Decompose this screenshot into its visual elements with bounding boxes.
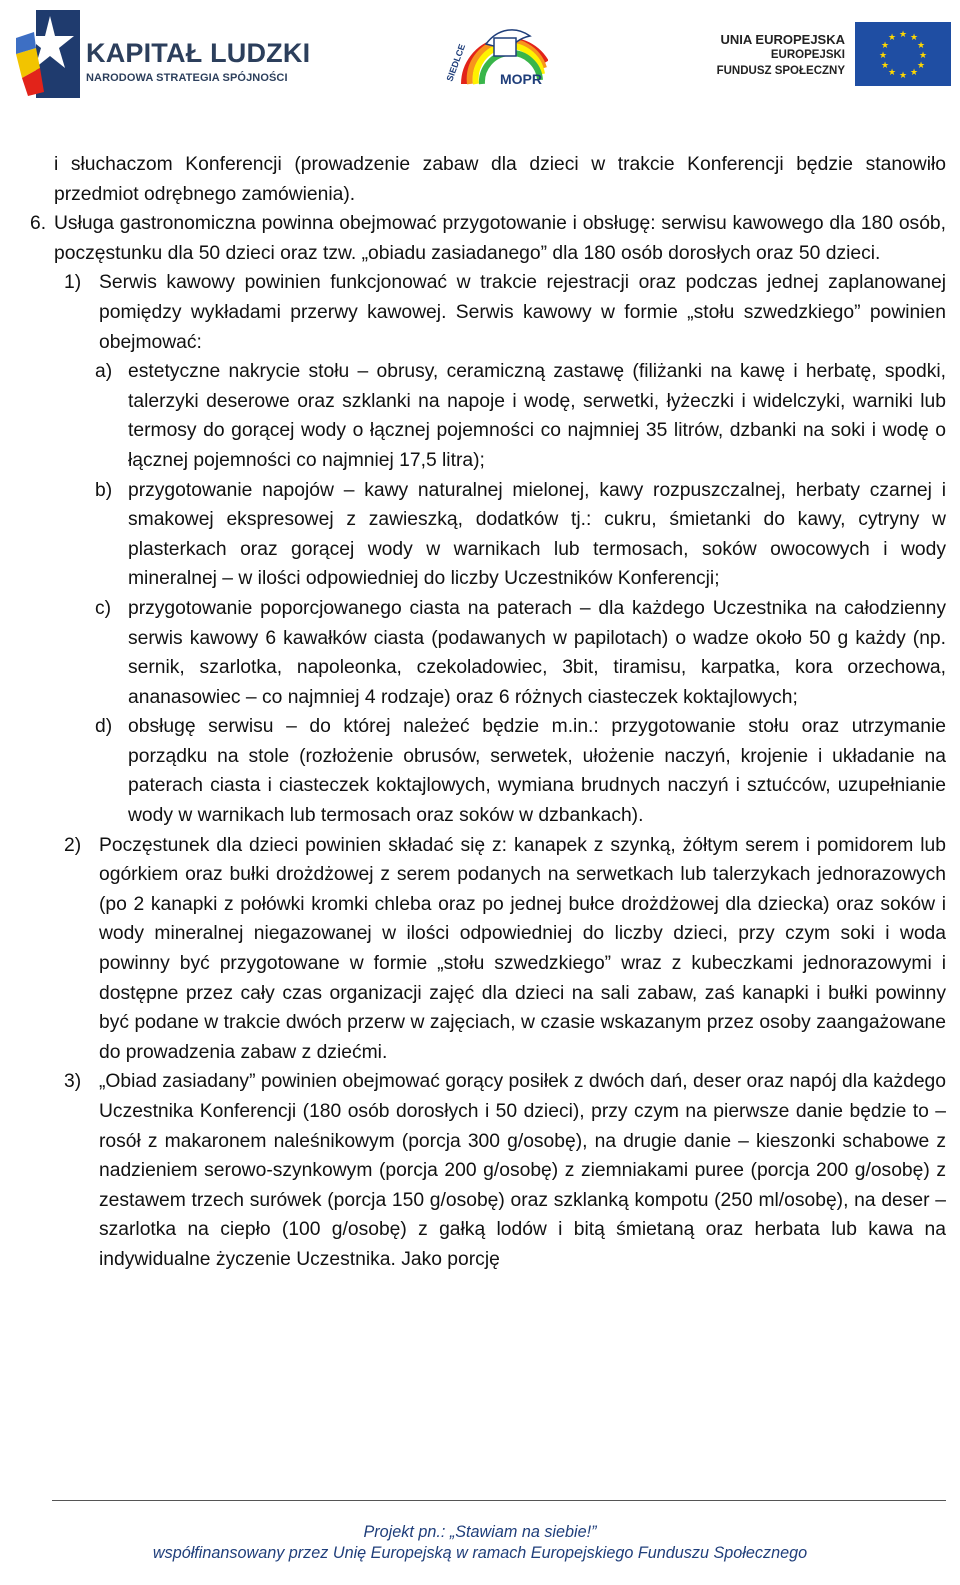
page-header	[0, 0, 960, 110]
svg-text:★: ★	[916, 61, 926, 71]
item-letter: c)	[95, 597, 112, 619]
list-item-6	[30, 209, 946, 268]
svg-text:★: ★	[880, 41, 890, 51]
item-text: przygotowanie poporcjowanego ciasta na paterach – dla każdego Uczestnika na całodzienny serwis kawowy 6 kawałków ciasta (podawanych w papilotach) o wadze około 50 g każdy (np. sernik, szarlotka, napoleonka, czekoladowiec, 3bit, tiramisu, karpatka, kora orzechowa, ananasowiec – co najmniej 4 rodzaje) oraz 6 różnych ciasteczek koktajlowych;	[128, 597, 946, 708]
mopr-text: MOPR	[500, 71, 542, 87]
item-letter: a)	[95, 361, 113, 383]
kapital-ludzki-star-icon	[14, 8, 84, 100]
item-number: 3)	[64, 1071, 82, 1093]
svg-text:★: ★	[898, 30, 908, 40]
kapital-ludzki-logo	[14, 8, 311, 100]
item-number: 1)	[64, 272, 82, 294]
mopr-siedlce-logo	[446, 22, 548, 88]
svg-text:★: ★	[909, 68, 919, 78]
svg-text:★: ★	[878, 51, 888, 61]
item-text: Poczęstunek dla dzieci powinien składać się z: kanapek z szynką, żółtym serem i pomidorem lub ogórkiem oraz bułki drożdżowej z serem podanych na serwetkach lub talerzykach jednorazowych (po 2 kanapki z połówki kromki chleba oraz po jednej bułce drożdżowej dla dziecka) oraz soków i wody mineralnej niegazowanej w ilości odpowiedniej do liczby dzieci, przy czym soki i woda powinny być przygotowane w formie „stołu szwedzkiego” wraz z kubeczkami jednorazowymi i dostępne przez cały czas organizacji zajęć dla dzieci na sali zabaw, zaś kanapki i bułki powinny być podane w trakcie dwóch przerw w zajęciach, w czasie wskazanym przez osoby zaangażowane do prowadzenia zabaw z dziećmi.	[99, 834, 946, 1063]
page-footer	[0, 1522, 960, 1564]
intro-paragraph: i słuchaczom Konferencji (prowadzenie zabaw dla dzieci w trakcie Konferencji będzie stanowiło przedmiot odrębnego zamówienia).	[54, 154, 946, 205]
sub-item-1a	[95, 357, 946, 475]
item-text: obsługę serwisu – do której należeć będzie m.in.: przygotowanie stołu oraz utrzymanie porządku na stole (rozłożenie obrusów, serwetek, ułożenie naczyń, krojenie i układanie na paterach ciasta i ciasteczek koktajlowych, wymiana brudnych naczyń i sztućców, uzupełnianie wody w warnikach lub termosach oraz soków w dzbankach).	[128, 716, 946, 827]
ue-line2: EUROPEJSKI	[770, 49, 845, 61]
sub-item-1	[64, 268, 946, 357]
item-text: przygotowanie napojów – kawy naturalnej mielonej, kawy rozpuszczalnej, herbaty czarnej i smakowej ekspresowej z zawieszką, dodatków tj.: cukru, śmietanki do kawy, cytryny w plasterkach oraz gorącej wody w warnikach lub termosach, soków owocowych i wody mineralnej – w ilości odpowiedniej do liczby Uczestników Konferencji;	[128, 479, 946, 590]
footer-divider	[52, 1500, 946, 1501]
sub-item-2	[64, 831, 946, 1068]
item-text: Serwis kawowy powinien funkcjonować w trakcie rejestracji oraz podczas jednej zaplanowanej pomiędzy wykładami przerwy kawowej. Serwis kawowy w formie „stołu szwedzkiego” powinien obejmować:	[99, 272, 946, 353]
ue-line1: UNIA EUROPEJSKA	[720, 32, 845, 47]
svg-text:★: ★	[898, 71, 908, 81]
sub-item-1c	[95, 594, 946, 712]
item-text: estetyczne nakrycie stołu – obrusy, ceramiczną zastawę (filiżanki na kawę i herbatę, spodki, talerzyki deserowe oraz szklanki na napoje i wodę, serwetki, łyżeczki i widelczyki, warniki lub termosy do gorącej wody o łącznej pojemności co najmniej 35 litrów, dzbanki na soki i wodę o łącznej pojemności co najmniej 17,5 litra);	[128, 361, 946, 471]
svg-text:★: ★	[916, 41, 926, 51]
item-number: 6.	[30, 213, 47, 235]
svg-text:★: ★	[880, 61, 890, 71]
sub-item-1d	[95, 712, 946, 830]
kapital-ludzki-subtitle: NARODOWA STRATEGIA SPÓJNOŚCI	[86, 72, 288, 84]
unia-europejska-logo	[715, 22, 951, 88]
mopr-city-text: SIEDLCE	[446, 42, 468, 83]
item-text: Usługa gastronomiczna powinna obejmować przygotowanie i obsługę: serwisu kawowego dla 180 osób, poczęstunku dla 50 dzieci oraz tzw. „obiadu zasiadanego” dla 180 osób dorosłych oraz 50 dzieci.	[54, 213, 946, 264]
item-letter: d)	[95, 716, 113, 738]
footer-funding-line: współfinansowany przez Unię Europejską w ramach Europejskiego Funduszu Społecznego	[152, 1544, 808, 1562]
sub-item-3	[64, 1067, 946, 1274]
svg-text:★: ★	[887, 68, 897, 78]
kapital-ludzki-title: KAPITAŁ LUDZKI	[86, 38, 311, 68]
item-letter: b)	[95, 479, 113, 501]
sub-item-1b	[95, 476, 946, 594]
svg-text:★: ★	[909, 33, 919, 43]
rainbow-dove-icon	[446, 22, 548, 88]
item-number: 2)	[64, 834, 82, 856]
item-text: „Obiad zasiadany” powinien obejmować gorący posiłek z dwóch dań, deser oraz napój dla każdego Uczestnika Konferencji (180 osób dorosłych i 50 dzieci), przy czym na pierwsze danie będzie to – rosół z makaronem naleśnikowym (porcja 300 g/osobę), na drugie danie – kieszonki schabowe z nadzieniem serowo-szynkowym (porcja 200 g/osobę) z ziemniakami puree (porcja 200 g/osobę) z zestawem trzech surówek (porcja 150 g/osobę) oraz szklanką kompotu (250 ml/osobę), na deser – szarlotka na ciepło (100 g/osobę) z gałką lodów i bitą śmietaną oraz herbata lub kawa na indywidualne życzenie Uczestnika. Jako porcję	[99, 1071, 946, 1270]
ue-line3: FUNDUSZ SPOŁECZNY	[716, 65, 845, 77]
svg-text:★: ★	[887, 33, 897, 43]
eu-flag-icon	[855, 22, 951, 86]
footer-project-line: Projekt pn.: „Stawiam na siebie!”	[363, 1523, 597, 1541]
svg-text:★: ★	[918, 51, 928, 61]
document-body	[30, 150, 946, 1275]
